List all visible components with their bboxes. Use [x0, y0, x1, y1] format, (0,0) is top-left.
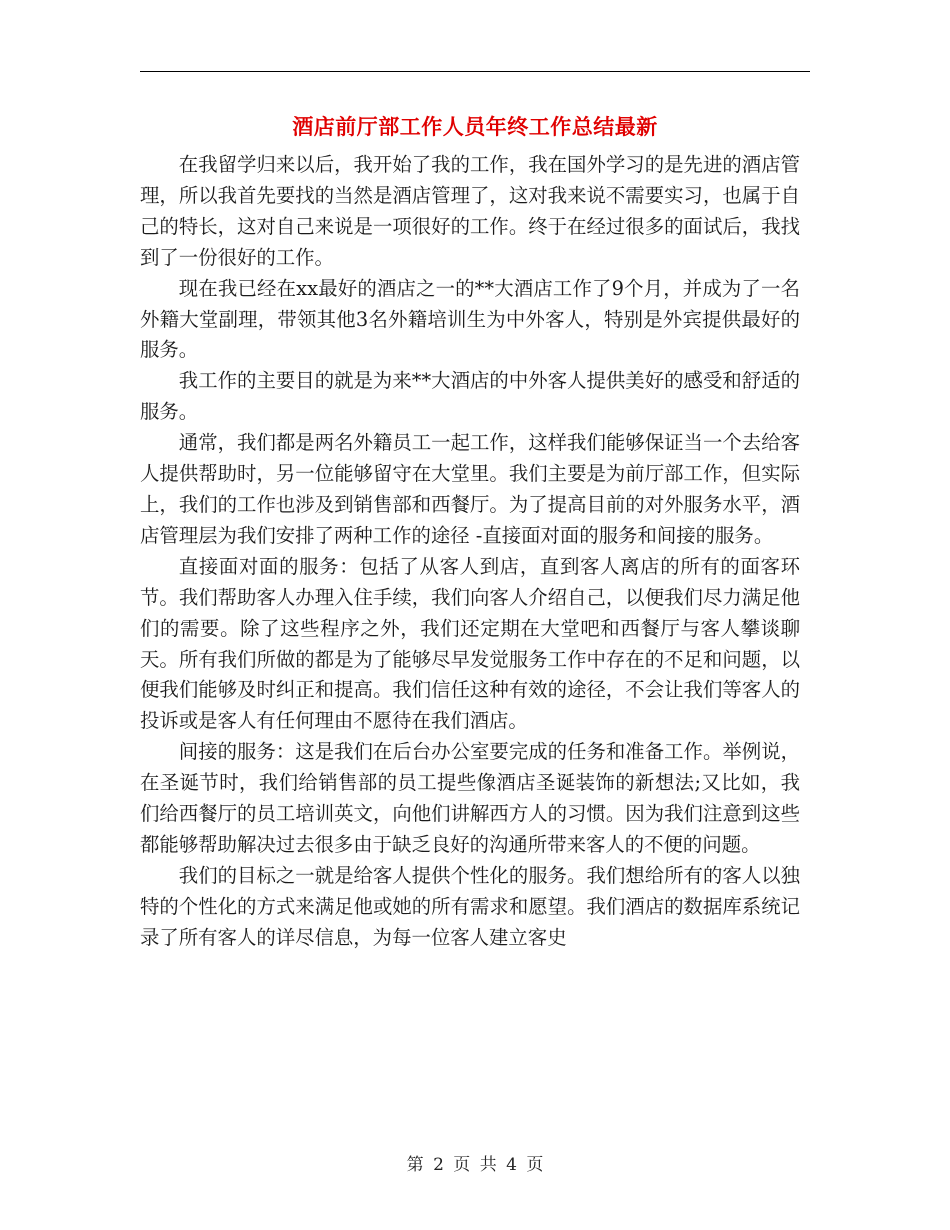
- paragraph-3: 我工作的主要目的就是为来**大酒店的中外客人提供美好的感受和舒适的服务。: [140, 369, 800, 424]
- paragraph-1: 在我留学归来以后，我开始了我的工作，我在国外学习的是先进的酒店管理，所以我首先要找的当然是酒店管理了，这对我来说不需要实习，也属于自己的特长，这对自己来说是一项很好的工作。终于在经过很多的面试后，我找到了一份很好的工作。: [140, 153, 800, 269]
- document-body: [140, 150, 800, 954]
- paragraph-5: 直接面对面的服务：包括了从客人到店，直到客人离店的所有的面客环节。我们帮助客人办理入住手续，我们向客人介绍自己，以便我们尽力满足他们的需要。除了这些程序之外，我们还定期在大堂吧和西餐厅与客人攀谈聊天。所有我们所做的都是为了能够尽早发觉服务工作中存在的不足和问题，以便我们能够及时纠正和提高。我们信任这种有效的途径，不会让我们等客人的投诉或是客人有任何理由不愿待在我们酒店。: [140, 554, 800, 733]
- paragraph-2: 现在我已经在xx最好的酒店之一的**大酒店工作了9个月，并成为了一名外籍大堂副理，带领其他3名外籍培训生为中外客人，特别是外宾提供最好的服务。: [140, 276, 800, 362]
- paragraph-6: 间接的服务：这是我们在后台办公室要完成的任务和准备工作。举例说，在圣诞节时，我们给销售部的员工提些像酒店圣诞装饰的新想法;又比如，我们给西餐厅的员工培训英文，向他们讲解西方人的习惯。因为我们注意到这些都能够帮助解决过去很多由于缺乏良好的沟通所带来客人的不便的问题。: [140, 740, 800, 856]
- page-number: 第 2 页 共 4 页: [406, 1155, 544, 1175]
- document-title: 酒店前厅部工作人员年终工作总结最新: [292, 115, 658, 139]
- paragraph-4: 通常，我们都是两名外籍员工一起工作，这样我们能够保证当一个去给客人提供帮助时，另一位能够留守在大堂里。我们主要是为前厅部工作，但实际上，我们的工作也涉及到销售部和西餐厅。为了提高目前的对外服务水平，酒店管理层为我们安排了两种工作的途径 -直接面对面的服务和间接的服务。: [140, 431, 800, 547]
- paragraph-7: 我们的目标之一就是给客人提供个性化的服务。我们想给所有的客人以独特的个性化的方式来满足他或她的所有需求和愿望。我们酒店的数据库系统记录了所有客人的详尽信息，为每一位客人建立客史: [140, 863, 800, 949]
- header-rule: [140, 71, 810, 72]
